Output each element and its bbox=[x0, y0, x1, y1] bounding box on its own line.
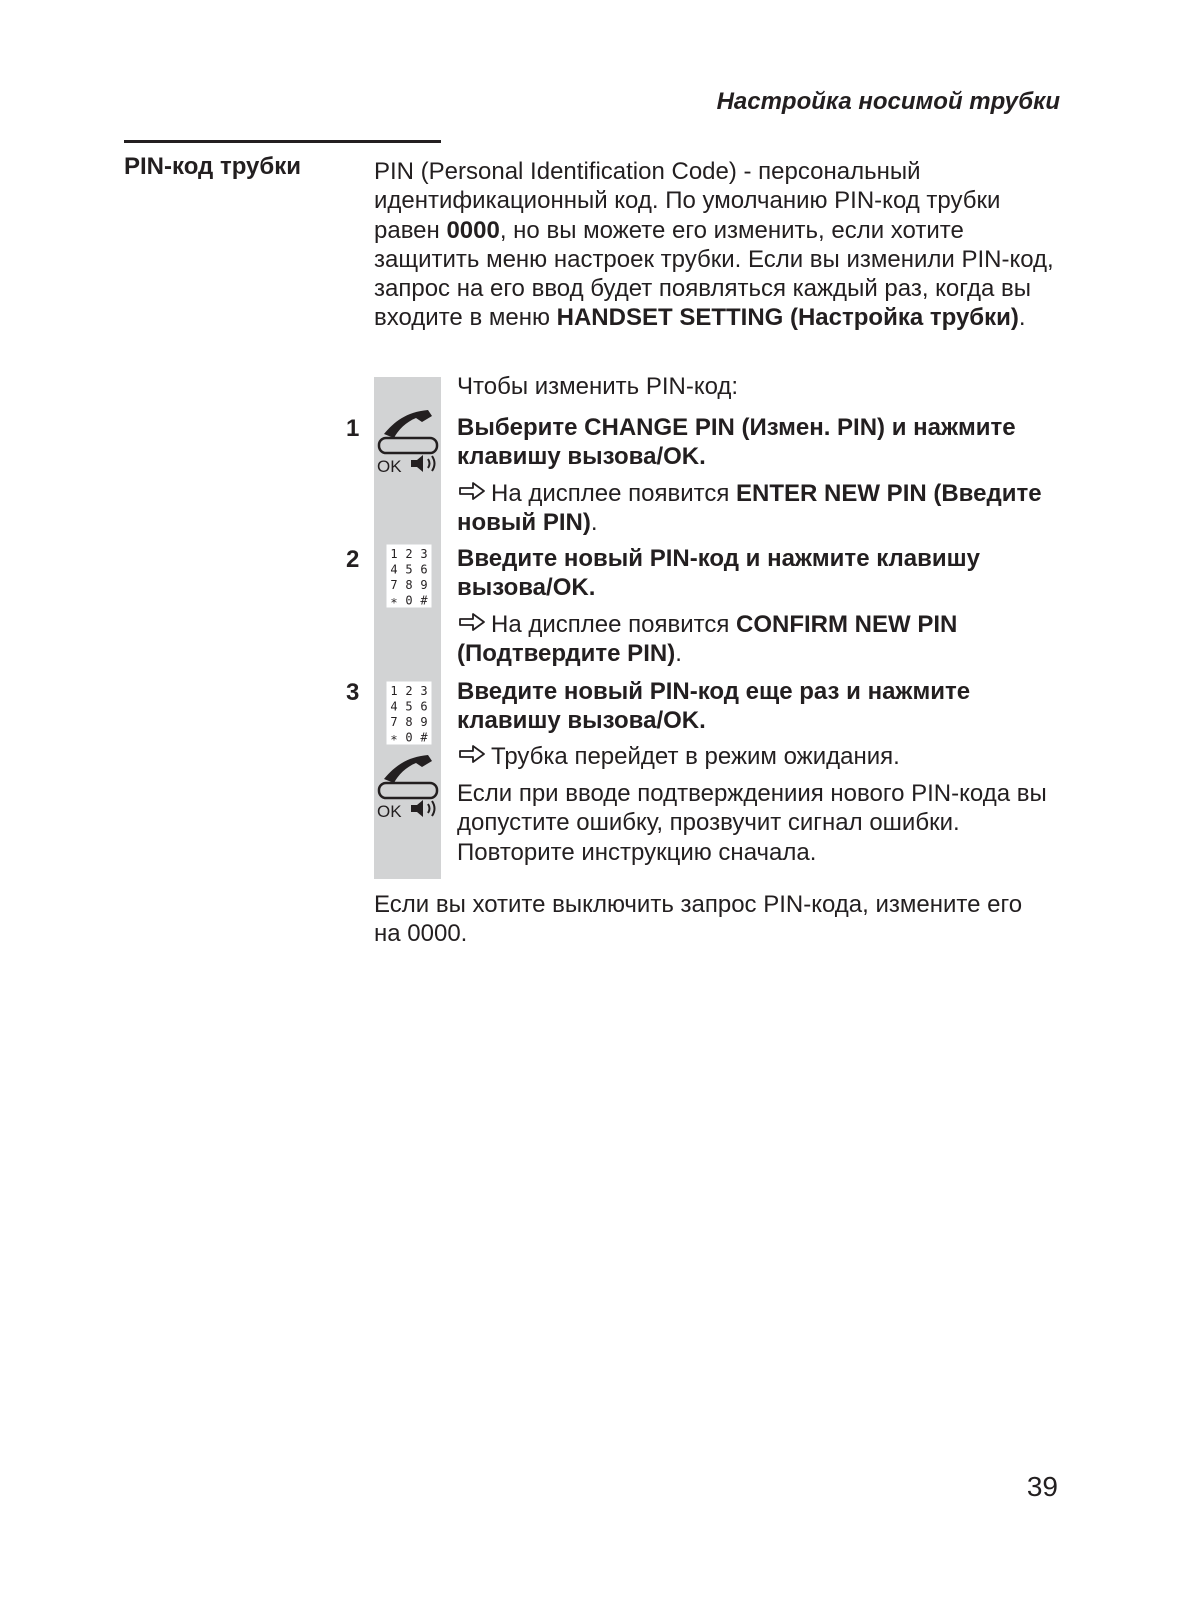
section-divider bbox=[124, 140, 441, 143]
keypad-key: 4 bbox=[390, 562, 398, 577]
keypad-key: 9 bbox=[420, 578, 428, 592]
step-2-result: На дисплее появится CONFIRM NEW PIN (Подтвердите PIN). bbox=[457, 611, 958, 668]
keypad-key: 2 bbox=[405, 547, 413, 561]
result-arrow-icon bbox=[457, 479, 491, 508]
step-number: 3 bbox=[346, 679, 360, 706]
error-note: Если при вводе подтверждениия нового PIN-кода вы допустите ошибку, прозвучит сигнал ошибки. Повторите инструкцию сначала. bbox=[457, 780, 1047, 866]
step-number: 2 bbox=[346, 546, 360, 573]
keypad-key: 1 bbox=[390, 684, 398, 698]
keypad-key: 7 bbox=[390, 578, 398, 592]
result-arrow-icon bbox=[457, 610, 491, 639]
call-ok-key-icon bbox=[376, 749, 440, 823]
keypad-key: 6 bbox=[420, 562, 428, 577]
step-number: 1 bbox=[346, 415, 360, 442]
step-2-instruction: Введите новый PIN-код и нажмите клавишу вызова/OK. bbox=[457, 545, 980, 602]
keypad-key: 5 bbox=[405, 699, 413, 714]
keypad-key: 8 bbox=[405, 578, 413, 592]
page-number: 39 bbox=[1026, 1471, 1058, 1502]
keypad-key: 3 bbox=[420, 547, 428, 561]
keypad-key: 3 bbox=[420, 684, 428, 698]
keypad-key: # bbox=[420, 593, 428, 608]
section-title: PIN-код трубки bbox=[124, 153, 301, 180]
keypad-key: 9 bbox=[420, 715, 428, 729]
result-arrow-icon bbox=[457, 742, 491, 771]
keypad-key: 2 bbox=[405, 684, 413, 698]
running-header: Настройка носимой трубки bbox=[716, 88, 1060, 115]
procedure-lead: Чтобы изменить PIN-код: bbox=[457, 373, 739, 400]
keypad-key: # bbox=[420, 730, 428, 745]
outro-paragraph: Если вы хотите выключить запрос PIN-кода, измените его на 0000. bbox=[374, 891, 1023, 948]
step-1-result: На дисплее появится ENTER NEW PIN (Введите новый PIN). bbox=[457, 480, 1042, 537]
keypad-key: 7 bbox=[390, 715, 398, 729]
svg-text:OK: OK bbox=[377, 802, 402, 821]
step-3-result: Трубка перейдет в режим ожидания. bbox=[457, 742, 1057, 771]
keypad-key: 1 bbox=[390, 547, 398, 561]
keypad-key: 4 bbox=[390, 699, 398, 714]
step-3-instruction: Введите новый PIN-код еще раз и нажмите клавишу вызова/OK. bbox=[457, 678, 971, 735]
keypad-key: 0 bbox=[405, 730, 413, 745]
call-ok-key-icon bbox=[376, 404, 440, 478]
keypad-icon bbox=[385, 543, 433, 609]
svg-text:OK: OK bbox=[377, 457, 402, 476]
keypad-key: 6 bbox=[420, 699, 428, 714]
intro-paragraph: PIN (Personal Identification Code) - персональный идентификационный код. По умолчанию PIN-код трубки равен 0000, но вы можете его изменить, если хотите защитить меню настроек трубки. Если вы изменили PIN-код, запрос на его ввод будет появляться каждый раз, когда вы входите в меню HANDSET SETTING (Настройка трубки). bbox=[374, 158, 1054, 332]
keypad-key: 5 bbox=[405, 562, 413, 577]
keypad-key: ∗ bbox=[390, 593, 398, 608]
keypad-key: 0 bbox=[405, 593, 413, 608]
keypad-key: 8 bbox=[405, 715, 413, 729]
step-1-instruction: Выберите CHANGE PIN (Измен. PIN) и нажмите клавишу вызова/OK. bbox=[457, 414, 1016, 471]
keypad-icon bbox=[385, 680, 433, 746]
keypad-key: ∗ bbox=[390, 730, 398, 745]
